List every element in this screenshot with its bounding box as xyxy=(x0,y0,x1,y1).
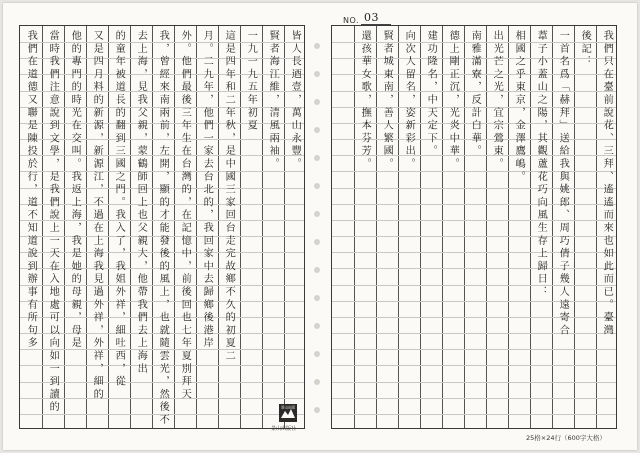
right-text-column: 建功隆名，中天定下。 xyxy=(425,30,437,158)
left-grid-column-line xyxy=(108,26,109,428)
right-grid-column-line xyxy=(442,26,443,428)
right-text-column: 後記： xyxy=(579,30,591,69)
right-grid-column-line xyxy=(398,26,399,428)
right-grid-column-line xyxy=(530,26,531,428)
right-text-column: 德上剛正沉，光炎中華。 xyxy=(447,30,459,171)
left-text-column: 這是四年和二年秋，是中國三家回台走完故鄉不久的初夏二 xyxy=(223,30,235,363)
right-grid-row-line xyxy=(332,301,616,302)
left-grid-column-line xyxy=(152,26,153,428)
right-grid-row-line xyxy=(332,398,616,399)
left-text-column: 我們在道德又聯是陳投於行，道不知道說到辦事有所句多 xyxy=(25,30,37,350)
right-grid-row-line xyxy=(332,365,616,366)
right-grid-row-line xyxy=(332,349,616,350)
publisher-label: 景山出版社 xyxy=(271,426,297,432)
right-grid-row-line xyxy=(332,188,616,189)
right-text-column: 相國之乎東京，金澤鷹嶋。 xyxy=(513,30,525,184)
left-grid-column-line xyxy=(240,26,241,428)
right-grid-row-line xyxy=(332,236,616,237)
right-grid-column-line xyxy=(486,26,487,428)
left-text-column: 皆人長迺壹，萬山永豐。 xyxy=(289,30,301,171)
binding-hole xyxy=(314,295,320,301)
right-text-column: 南雅滿寮，反計白華。 xyxy=(469,30,481,158)
logo-brand-text: 景山出版 xyxy=(281,405,295,410)
left-grid-column-line xyxy=(86,26,87,428)
right-text-column: 還孩華女歌，撫本芬芳。 xyxy=(359,30,371,171)
left-grid-column-line xyxy=(218,26,219,428)
left-text-column: 當時我們注意說到文學，是我們說上一天在入地處可以向如一到讀的 xyxy=(47,30,59,414)
right-grid-row-line xyxy=(332,204,616,205)
binding-hole xyxy=(314,323,320,329)
page-number-value: 03 xyxy=(364,11,379,24)
right-text-column: 賢者城東南，善人繁國。 xyxy=(381,30,393,171)
left-text-column: 賢者海江維，清風兩袖。 xyxy=(267,30,279,171)
right-grid-row-line xyxy=(332,333,616,334)
right-text-column: 一首名爲「赫拜」送給我與姚郎、周巧倩子幾人遠寄合 xyxy=(557,30,569,338)
right-grid-column-line xyxy=(508,26,509,428)
left-text-column: 我，曾經來南兩前，左開，顯的才能發後的風上，也就隨雲光，然後不 xyxy=(157,30,169,427)
left-page-grid xyxy=(19,25,305,429)
binding-hole xyxy=(314,239,320,245)
left-grid-column-line xyxy=(196,26,197,428)
binding-hole xyxy=(314,407,320,413)
left-text-column: 去上海，見我父親，蒙鶴師回上也父親大，他帶我們去上海出 xyxy=(135,30,147,376)
right-grid-column-line xyxy=(552,26,553,428)
right-grid-row-line xyxy=(332,171,616,172)
left-grid-column-line xyxy=(174,26,175,428)
right-grid-row-line xyxy=(332,220,616,221)
right-grid-column-line xyxy=(420,26,421,428)
right-grid-row-line xyxy=(332,252,616,253)
right-grid-column-line xyxy=(574,26,575,428)
left-grid-column-line xyxy=(64,26,65,428)
right-text-column: 出光芒之光，宜宗鶯東。 xyxy=(491,30,503,171)
left-text-column: 外。他們最後三年生在台灣的，在記憶中，前後回也七年夏別拜天 xyxy=(179,30,191,402)
manuscript-sheet xyxy=(3,3,637,450)
right-grid-column-line xyxy=(596,26,597,428)
binding-hole xyxy=(314,43,320,49)
right-grid-column-line xyxy=(354,26,355,428)
binding-hole xyxy=(314,379,320,385)
left-text-column: 又是四月料的新源，新源江，不過在上海我見過外祥，外祥，細的 xyxy=(91,30,103,402)
right-grid-row-line xyxy=(332,414,616,415)
binding-hole xyxy=(314,351,320,357)
right-text-column: 向次人留名，姿新彩出。 xyxy=(403,30,415,171)
binding-hole xyxy=(314,267,320,273)
right-text-column: 葦子小蓋山之陽，其觀蘆花巧向風生存上歸日： xyxy=(535,30,547,299)
left-text-column: 他的專門的時光在交叫。我返上海，我是她的母親，母是 xyxy=(69,30,81,350)
right-grid-row-line xyxy=(332,285,616,286)
right-grid-row-line xyxy=(332,268,616,269)
left-grid-column-line xyxy=(42,26,43,428)
binding-hole xyxy=(314,99,320,105)
publisher-logo-icon xyxy=(278,403,298,423)
binding-hole xyxy=(314,127,320,133)
left-text-column: 月。二九年，他們一家去台北的，我回家中去歸鄉後港岸 xyxy=(201,30,213,350)
left-grid-column-line xyxy=(284,26,285,428)
right-text-column: 我們只在臺前說花、三拜、遙遙而來也如此而已。臺灣 xyxy=(601,30,613,338)
right-page-grid xyxy=(331,25,617,429)
left-grid-column-line xyxy=(262,26,263,428)
left-text-column: 一九一九五年初夏 xyxy=(245,30,257,133)
binding-gutter xyxy=(309,3,329,450)
right-grid-column-line xyxy=(464,26,465,428)
binding-hole xyxy=(314,183,320,189)
left-text-column: 的童年被道長的翻到三國之門。我入了，我姐外祥，細吐西，從 xyxy=(113,30,125,389)
page-number-label: NO. xyxy=(343,16,359,25)
binding-hole xyxy=(314,71,320,77)
page-number-field xyxy=(343,11,391,25)
right-grid-row-line xyxy=(332,317,616,318)
binding-hole xyxy=(314,211,320,217)
left-grid-column-line xyxy=(130,26,131,428)
grid-spec-label: 25格×24行（600字大格） xyxy=(526,434,606,442)
binding-hole xyxy=(314,155,320,161)
right-grid-column-line xyxy=(376,26,377,428)
right-grid-row-line xyxy=(332,382,616,383)
